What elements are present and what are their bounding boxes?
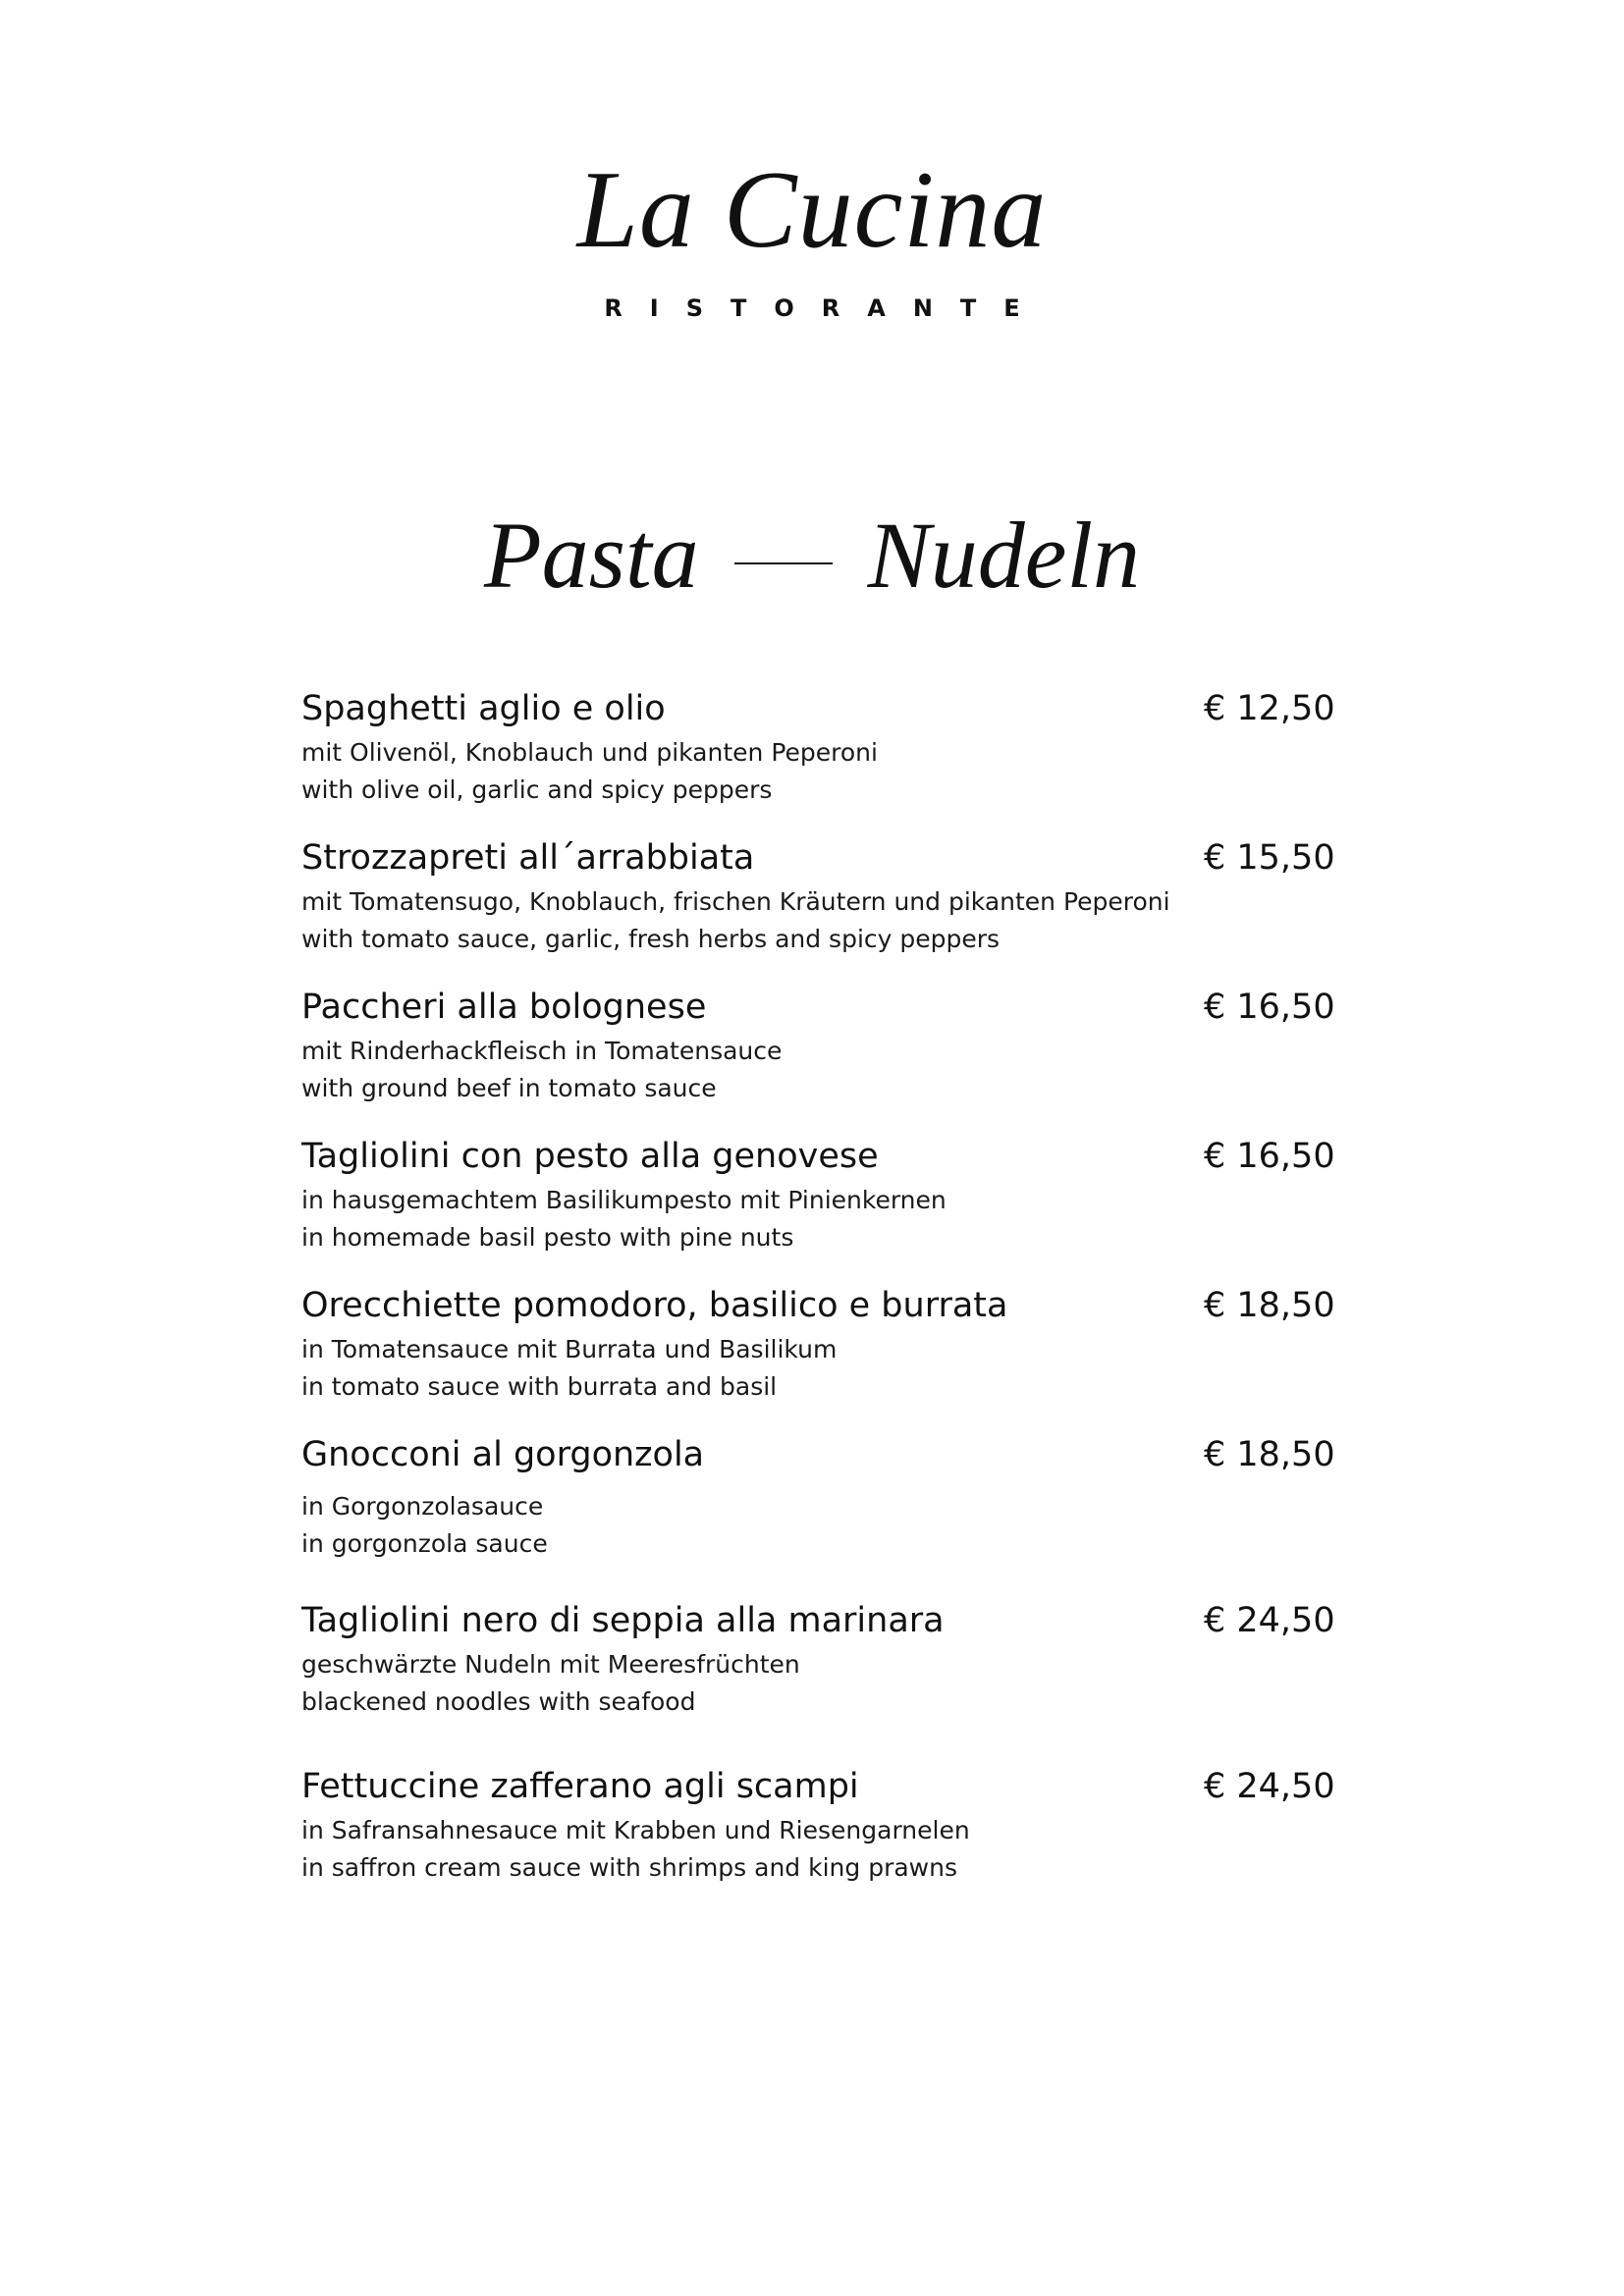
dish-name: Paccheri alla bolognese — [301, 988, 707, 1027]
menu-item — [301, 1597, 1335, 1721]
dish-name: Strozzapreti all´arrabbiata — [301, 838, 755, 878]
dish-description-english: in tomato sauce with burrata and basil — [301, 1372, 778, 1401]
menu-item — [301, 834, 1335, 958]
dish-description-german: in Safransahnesauce mit Krabben und Riesengarnelen — [301, 1816, 970, 1844]
heading-dash — [734, 562, 833, 564]
dish-name: Gnocconi al gorgonzola — [301, 1435, 705, 1474]
dish-description-english: with tomato sauce, garlic, fresh herbs and spicy peppers — [301, 925, 1001, 953]
dish-description-german: mit Rinderhackfleisch in Tomatensauce — [301, 1037, 783, 1065]
dish-description-german: in Gorgonzolasauce — [301, 1492, 544, 1521]
dish-price: € 18,50 — [1204, 1435, 1335, 1474]
dish-description-german: in Tomatensauce mit Burrata und Basilikum — [301, 1335, 838, 1363]
menu-item — [301, 1282, 1335, 1406]
restaurant-logo-name: La Cucina — [576, 149, 1048, 271]
menu-item — [301, 984, 1335, 1107]
dish-description-english: in saffron cream sauce with shrimps and king prawns — [301, 1853, 957, 1882]
menu-item — [301, 685, 1335, 809]
dish-price: € 16,50 — [1204, 1137, 1335, 1176]
section-title-german: Nudeln — [867, 503, 1140, 608]
dish-description-english: with ground beef in tomato sauce — [301, 1074, 717, 1102]
menu-item — [301, 1133, 1335, 1256]
brand — [0, 149, 1624, 322]
dish-description-english: with olive oil, garlic and spicy peppers — [301, 775, 773, 804]
dish-description-german: mit Olivenöl, Knoblauch und pikanten Peperoni — [301, 738, 878, 767]
dish-name: Tagliolini nero di seppia alla marinara — [301, 1601, 945, 1640]
dish-description-german: in hausgemachtem Basilikumpesto mit Pinienkernen — [301, 1186, 947, 1214]
section-title-italian: Pasta — [484, 503, 699, 608]
dish-description-english: in homemade basil pesto with pine nuts — [301, 1223, 794, 1252]
dish-price: € 18,50 — [1204, 1286, 1335, 1325]
dish-price: € 24,50 — [1204, 1767, 1335, 1806]
dish-price: € 12,50 — [1204, 689, 1335, 728]
dish-description-german: mit Tomatensugo, Knoblauch, frischen Kräutern und pikanten Peperoni — [301, 887, 1170, 916]
section-heading — [0, 503, 1624, 608]
dish-name: Tagliolini con pesto alla genovese — [301, 1137, 879, 1176]
restaurant-tagline: RISTORANTE — [604, 294, 1048, 322]
dish-price: € 24,50 — [1204, 1601, 1335, 1640]
dish-name: Spaghetti aglio e olio — [301, 689, 666, 728]
dish-name: Fettuccine zafferano agli scampi — [301, 1767, 859, 1806]
menu-item — [301, 1431, 1335, 1563]
menu-item — [301, 1763, 1335, 1887]
dish-description-english: in gorgonzola sauce — [301, 1529, 548, 1558]
dish-description-english: blackened noodles with seafood — [301, 1687, 696, 1716]
dish-price: € 15,50 — [1204, 838, 1335, 878]
dish-description-german: geschwärzte Nudeln mit Meeresfrüchten — [301, 1650, 800, 1679]
dish-name: Orecchiette pomodoro, basilico e burrata — [301, 1286, 1008, 1325]
dish-price: € 16,50 — [1204, 988, 1335, 1027]
